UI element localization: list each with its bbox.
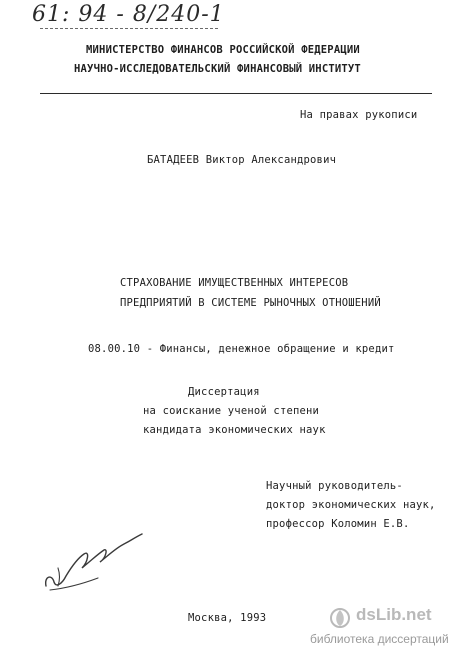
handwritten-signature [38, 528, 148, 598]
dissertation-title-line-2: ПРЕДПРИЯТИЙ В СИСТЕМЕ РЫНОЧНЫХ ОТНОШЕНИЙ [120, 297, 381, 309]
globe-leaf-icon [328, 606, 352, 630]
degree-line-2: на соискание ученой степени [143, 405, 320, 417]
specialty-code: 08.00.10 - Финансы, денежное обращение и кредит [88, 343, 395, 355]
city-year: Москва, 1993 [188, 612, 267, 624]
institute-heading: НАУЧНО-ИССЛЕДОВАТЕЛЬСКИЙ ФИНАНСОВЫЙ ИНСТИТУТ [74, 63, 361, 75]
ministry-heading: МИНИСТЕРСТВО ФИНАНСОВ РОССИЙСКОЙ ФЕДЕРАЦИИ [86, 44, 360, 56]
handwritten-underline [40, 28, 218, 29]
dissertation-title-line-1: СТРАХОВАНИЕ ИМУЩЕСТВЕННЫХ ИНТЕРЕСОВ [120, 277, 349, 289]
supervisor-line-1: Научный руководитель- [266, 480, 403, 492]
watermark-brand: dsLib.net [356, 605, 432, 624]
supervisor-line-2: доктор экономических наук, [266, 499, 436, 511]
watermark-subtitle: библиотека диссертаций [310, 632, 449, 646]
handwritten-archive-number: 61: 94 - 8/240-1 [32, 2, 225, 27]
degree-line-1: Диссертация [188, 386, 260, 398]
supervisor-line-3: профессор Коломин Е.В. [266, 518, 410, 530]
author-name: БАТАДЕЕВ Виктор Александрович [147, 154, 337, 166]
rights-note: На правах рукописи [300, 109, 418, 121]
header-divider [40, 93, 432, 94]
degree-line-3: кандидата экономических наук [143, 424, 326, 436]
